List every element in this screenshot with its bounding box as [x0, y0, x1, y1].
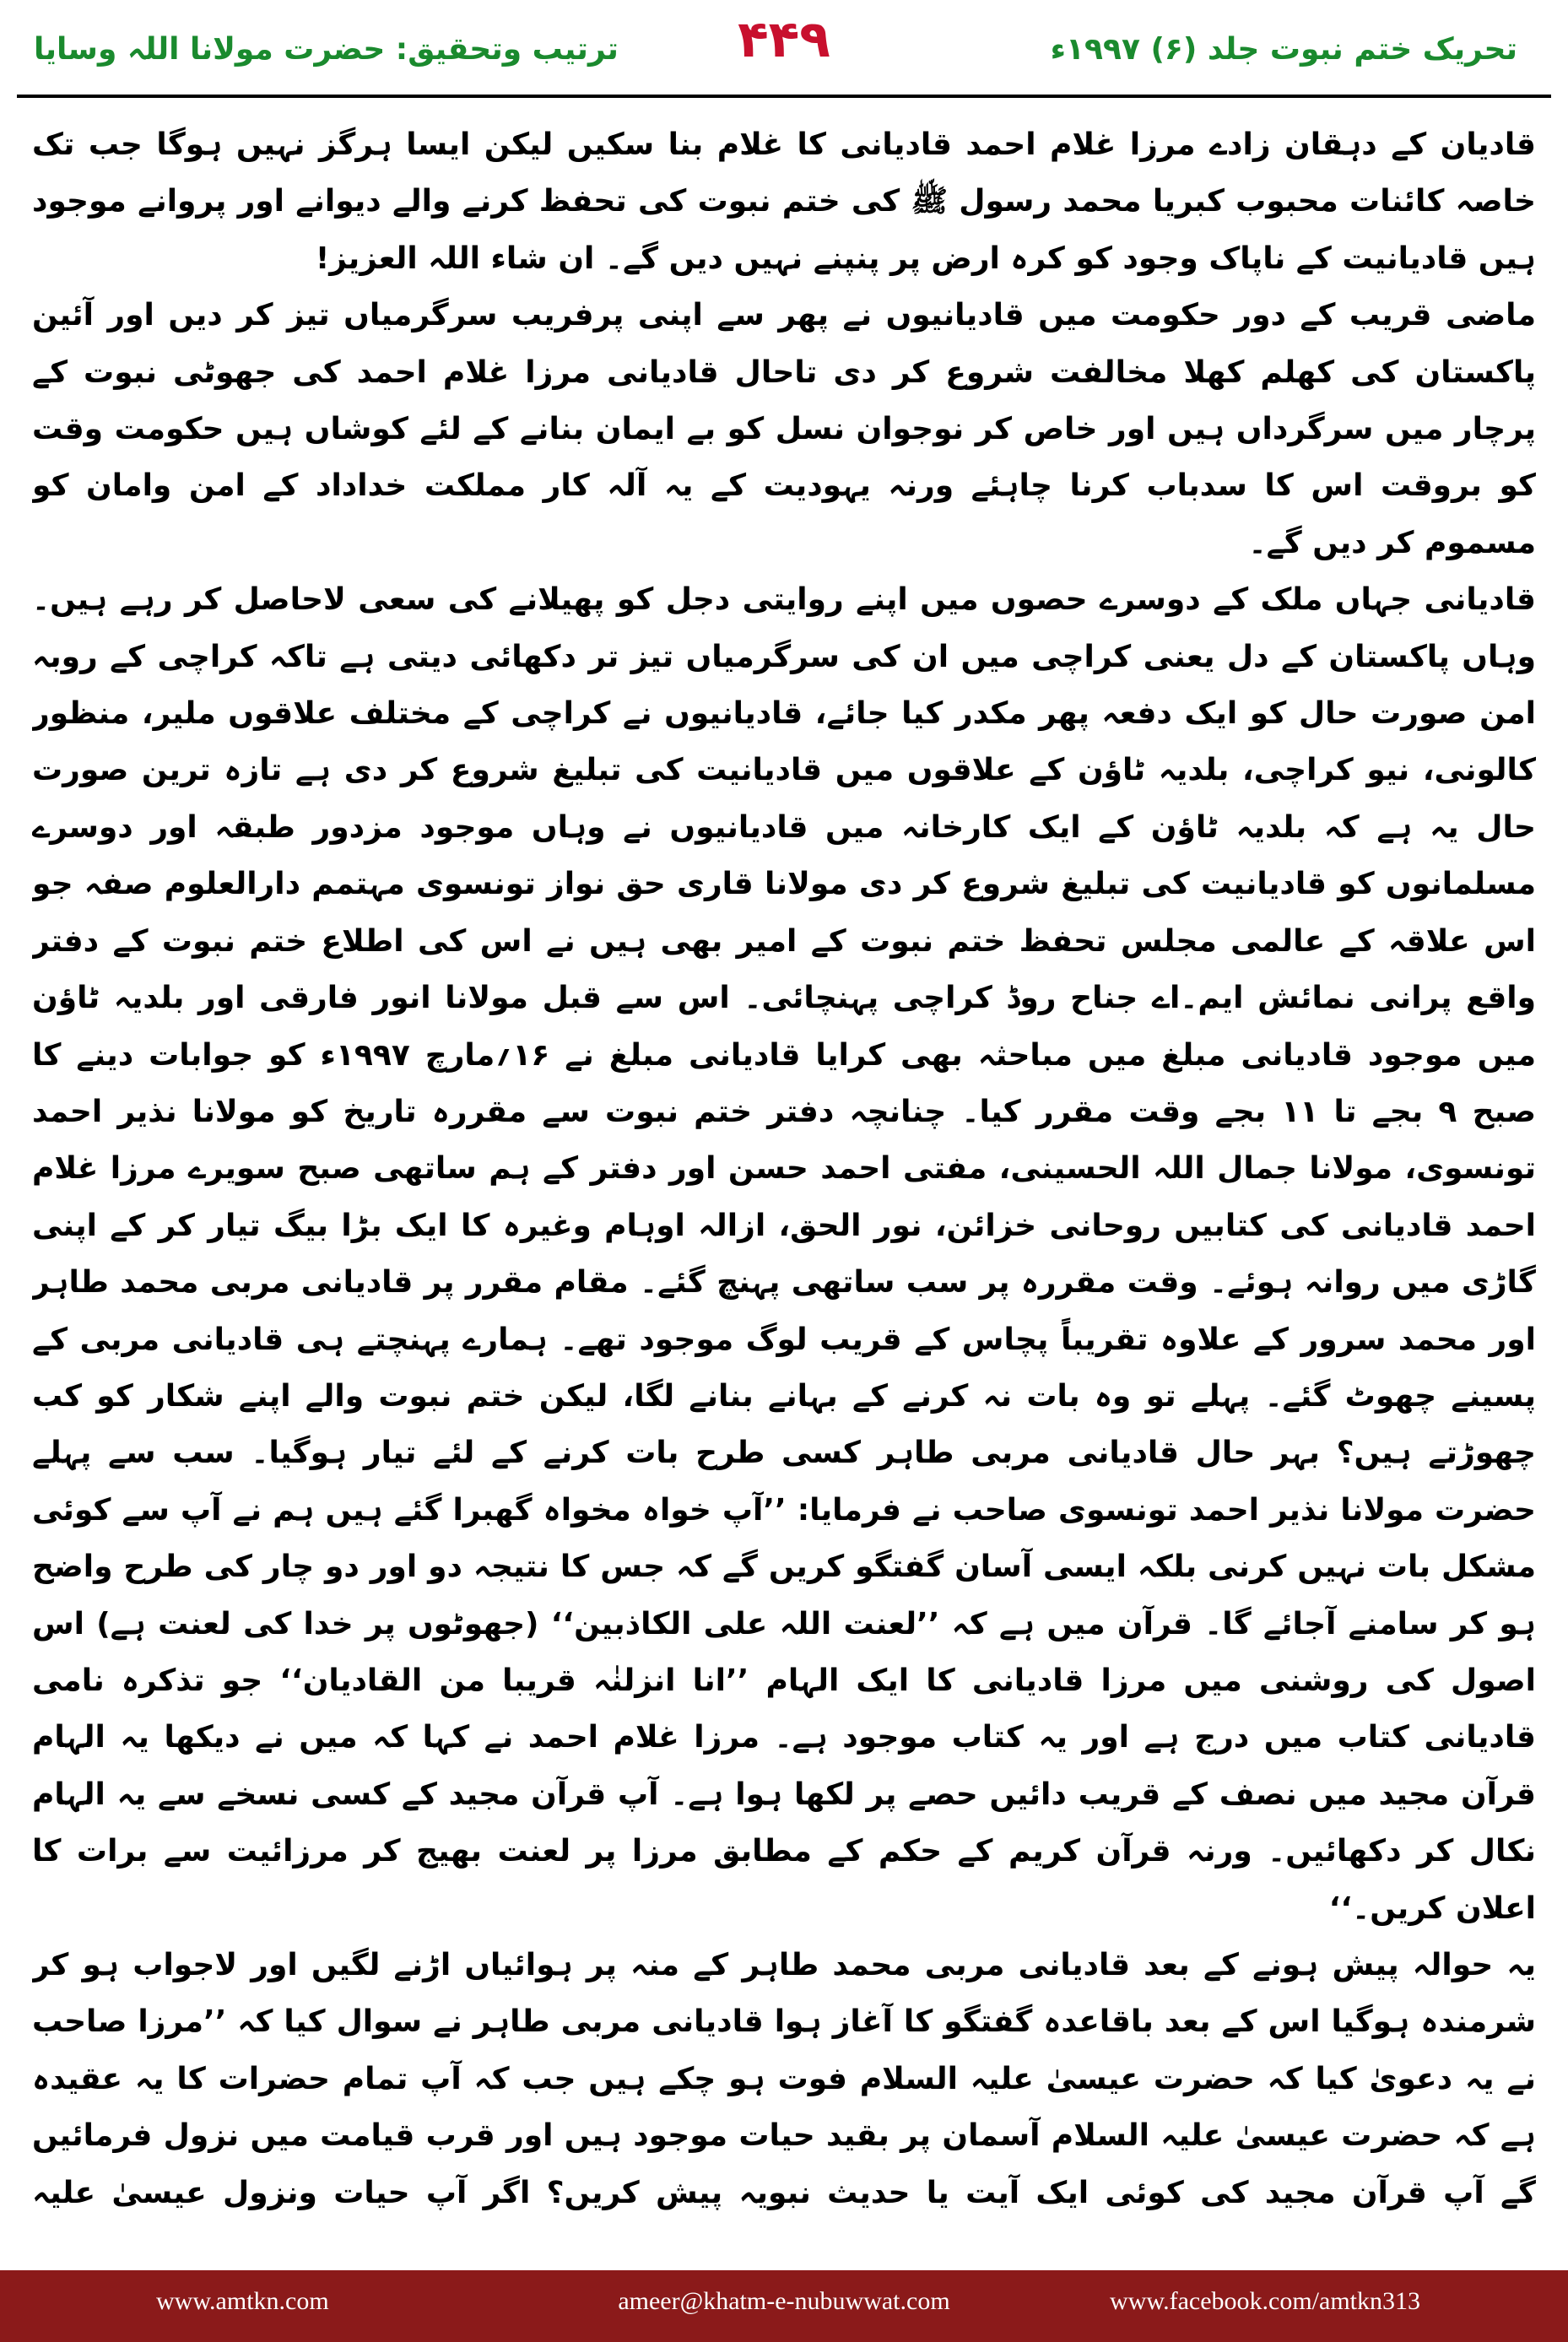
page-header — [0, 0, 1568, 105]
paragraph-2: ماضی قریب کے دور حکومت میں قادیانیوں نے پھر سے اپنی پرفریب سرگرمیاں تیز کر دیں اور آئین پاکستان کی کھلم کھلا مخالفت شروع کر دی تاحال قادیانی مرزا غلام احمد کی جھوٹی نبوت کے پرچار میں سرگرداں ہیں اور خاص کر نوجوان نسل کو بے ایمان بنانے کے لئے کوشاں ہیں حکومت وقت کو بروقت اس کا سدباب کرنا چاہئے ورنہ یہودیت کے یہ آلہ کار مملکت خداداد کے امن وامان کو مسموم کر دیں گے۔ — [32, 298, 1536, 560]
page-number: ۴۴۹ — [738, 10, 830, 69]
email-link[interactable]: ameer@khatm-e-nubuwwat.com — [618, 2287, 950, 2315]
paragraph-3: قادیانی جہاں ملک کے دوسرے حصوں میں اپنے روایتی دجل کو پھیلانے کی سعی لاحاصل کر رہے ہیں۔ وہاں پاکستان کے دل یعنی کراچی میں ان کی سرگرمیاں تیز تر دکھائی دیتی ہے تاکہ کراچی کے روبہ امن صورت حال کو ایک دفعہ پھر مکدر کیا جائے، قادیانیوں نے کراچی کے مختلف علاقوں ملیر، منظور کالونی، نیو کراچی، بلدیہ ٹاؤن کے علاقوں میں قادیانیت کی تبلیغ شروع کر دی ہے تازہ ترین صورت حال یہ ہے کہ بلدیہ ٹاؤن کے ایک کارخانہ میں قادیانیوں نے وہاں موجود مزدور طبقہ اور دوسرے مسلمانوں کو قادیانیت کی تبلیغ شروع کر دی مولانا قاری حق نواز تونسوی مہتمم دارالعلوم صفہ جو اس علاقہ کے عالمی مجلس تحفظ ختم نبوت کے امیر بھی ہیں نے اس کی اطلاع ختم نبوت کے دفتر واقع پرانی نمائش ایم۔اے جناح روڈ کراچی پہنچائی۔ اس سے قبل مولانا انور فارقی اور بلدیہ ٹاؤن میں موجود قادیانی مبلغ میں مباحثہ بھی کرایا قادیانی مبلغ نے ۱۶؍مارچ ۱۹۹۷ء کو جوابات دینے کا صبح ۹ بجے تا ۱۱ بجے وقت مقرر کیا۔ چنانچہ دفتر ختم نبوت سے مقررہ تاریخ کو مولانا نذیر احمد تونسوی، مولانا جمال اللہ الحسینی، مفتی احمد حسن اور دفتر کے ہم ساتھی صبح سویرے مرزا غلام احمد قادیانی کی کتابیں روحانی خزائن، نور الحق، ازالہ اوہام وغیرہ کا ایک بڑا بیگ تیار کر کے اپنی گاڑی میں روانہ ہوئے۔ وقت مقررہ پر سب ساتھی پہنچ گئے۔ مقام مقرر پر قادیانی مربی محمد طاہر اور محمد سرور کے علاوہ تقریباً پچاس کے قریب لوگ موجود تھے۔ ہمارے پہنچتے ہی قادیانی مربی کے پسینے چھوٹ گئے۔ پہلے تو وہ بات نہ کرنے کے بہانے بنانے لگا، لیکن ختم نبوت والے اپنے شکار کو کب چھوڑتے ہیں؟ بہر حال قادیانی مربی طاہر کسی طرح بات کرنے کے لئے تیار ہوگیا۔ سب سے پہلے حضرت مولانا نذیر احمد تونسوی صاحب نے فرمایا: ’’آپ خواہ مخواہ گھبرا گئے ہیں ہم نے آپ سے کوئی مشکل بات نہیں کرنی بلکہ ایسی آسان گفتگو کریں گے کہ جس کا نتیجہ دو اور دو چار کی طرح واضح ہو کر سامنے آجائے گا۔ قرآن میں ہے کہ ’’لعنت اللہ علی الکاذبین‘‘ (جھوٹوں پر خدا کی لعنت ہے) اس اصول کی روشنی میں مرزا قادیانی کا ایک الہام ’’انا انزلنٰہ قریبا من القادیان‘‘ جو تذکرہ نامی قادیانی کتاب میں درج ہے اور یہ کتاب موجود ہے۔ مرزا غلام احمد نے کہا کہ میں نے دیکھا یہ الہام قرآن مجید میں نصف کے قریب دائیں حصے پر لکھا ہوا ہے۔ آپ قرآن مجید کے کسی نسخے سے یہ الہام نکال کر دکھائیں۔ ورنہ قرآن کریم کے حکم کے مطابق مرزا پر لعنت بھیج کر مرزائیت سے برات کا اعلان کریں۔‘‘ — [32, 582, 1536, 1926]
website-link[interactable]: www.amtkn.com — [156, 2287, 329, 2315]
paragraph-4: یہ حوالہ پیش ہونے کے بعد قادیانی مربی محمد طاہر کے منہ پر ہوائیاں اڑنے لگیں اور لاجواب ہو کر شرمندہ ہوگیا اس کے بعد باقاعدہ گفتگو کا آغاز ہوا قادیانی مربی طاہر نے سوال کیا کہ ’’مرزا صاحب نے یہ دعویٰ کیا کہ حضرت عیسیٰ علیہ السلام فوت ہو چکے ہیں جب کہ آپ تمام حضرات کا یہ عقیدہ ہے کہ حضرت عیسیٰ علیہ السلام آسمان پر بقید حیات موجود ہیں اور قرب قیامت میں نزول فرمائیں گے آپ قرآن مجید کی کوئی ایک آیت یا حدیث نبویہ پیش کریں؟ اگر آپ حیات ونزول عیسیٰ علیہ — [32, 1948, 1536, 2210]
header-divider — [17, 95, 1551, 98]
facebook-link[interactable]: www.facebook.com/amtkn313 — [1110, 2287, 1420, 2315]
page-footer — [0, 2270, 1568, 2342]
paragraph-1: قادیان کے دہقان زادے مرزا غلام احمد قادیانی کا غلام بنا سکیں لیکن ایسا ہرگز نہیں ہوگا جب تک خاصہ کائنات محبوب کبریا محمد رسول ﷺ کی ختم نبوت کی تحفظ کرنے والے دیوانے اور پروانے موجود ہیں قادیانیت کے ناپاک وجود کو کرہ ارض پر پنپنے نہیں دیں گے۔ ان شاء اللہ العزیز! — [32, 127, 1536, 276]
body-text — [32, 116, 1536, 2226]
compiler-credit: ترتیب وتحقیق: حضرت مولانا اللہ وسایا — [34, 32, 619, 67]
book-title: تحریک ختم نبوت جلد (۶) ۱۹۹۷ء — [1050, 32, 1517, 67]
